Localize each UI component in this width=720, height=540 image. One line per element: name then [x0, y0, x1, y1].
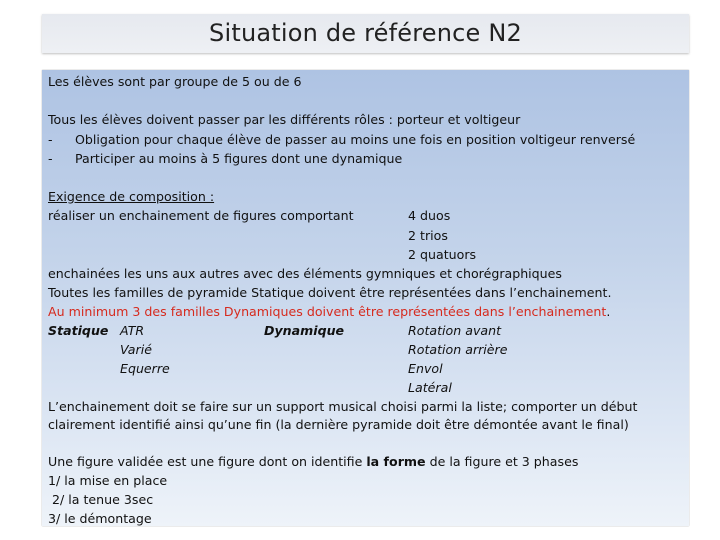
static-label: Statique — [48, 323, 109, 338]
validation-intro-bold: la forme — [366, 454, 426, 469]
content-panel — [42, 70, 689, 526]
roles-intro: Tous les élèves doivent passer par les différents rôles : porteur et voltigeur — [48, 112, 521, 127]
bullet-dash: - — [48, 132, 53, 147]
count-quatuors: 2 quatuors — [408, 247, 477, 262]
bullet-dash: - — [48, 151, 53, 166]
static-item: ATR — [120, 323, 145, 338]
validation-intro-b: de la figure et 3 phases — [425, 454, 579, 469]
dynamic-rule-text: Au minimum 3 des familles Dynamiques doivent être représentées dans l’enchainement — [48, 304, 607, 319]
bullet-text: Participer au moins à 5 figures dont une dynamique — [75, 151, 403, 166]
phase-item: 3/ le démontage — [48, 511, 152, 526]
group-size-text: Les élèves sont par groupe de 5 ou de 6 — [48, 74, 302, 89]
bullet-text: Obligation pour chaque élève de passer au moins une fois en position voltigeur renversé — [75, 132, 636, 147]
composition-line: réaliser un enchainement de figures comportant — [48, 208, 354, 223]
count-duos: 4 duos — [408, 208, 451, 223]
music-rule-line2: clairement identifié ainsi qu’une fin (la dernière pyramide doit être démontée avant le final) — [48, 417, 629, 432]
validation-intro — [48, 454, 578, 470]
count-trios: 2 trios — [408, 228, 448, 243]
static-item: Varié — [120, 342, 152, 357]
phase-item: 2/ la tenue 3sec — [48, 492, 154, 507]
static-families-rule: Toutes les familles de pyramide Statique doivent être représentées dans l’enchainement. — [48, 285, 612, 300]
dynamic-rule-period: . — [606, 304, 611, 319]
validation-intro-a: Une figure validée est une figure dont on identifie — [48, 454, 367, 469]
slide-title: Situation de référence N2 — [209, 19, 522, 47]
dynamic-item: Rotation arrière — [408, 342, 508, 357]
slide-title-bar — [42, 14, 689, 53]
static-item: Equerre — [120, 361, 170, 376]
composition-heading: Exigence de composition : — [48, 189, 215, 204]
dynamic-item: Latéral — [408, 380, 452, 395]
dynamic-families-rule — [48, 304, 610, 320]
dynamic-label: Dynamique — [264, 323, 345, 338]
dynamic-item: Rotation avant — [408, 323, 502, 338]
composition-elements: enchainées les uns aux autres avec des éléments gymniques et chorégraphiques — [48, 266, 562, 281]
music-rule-line1: L’enchainement doit se faire sur un support musical choisi parmi la liste; comporter un début — [48, 399, 638, 414]
phase-item: 1/ la mise en place — [48, 473, 168, 488]
dynamic-item: Envol — [408, 361, 443, 376]
